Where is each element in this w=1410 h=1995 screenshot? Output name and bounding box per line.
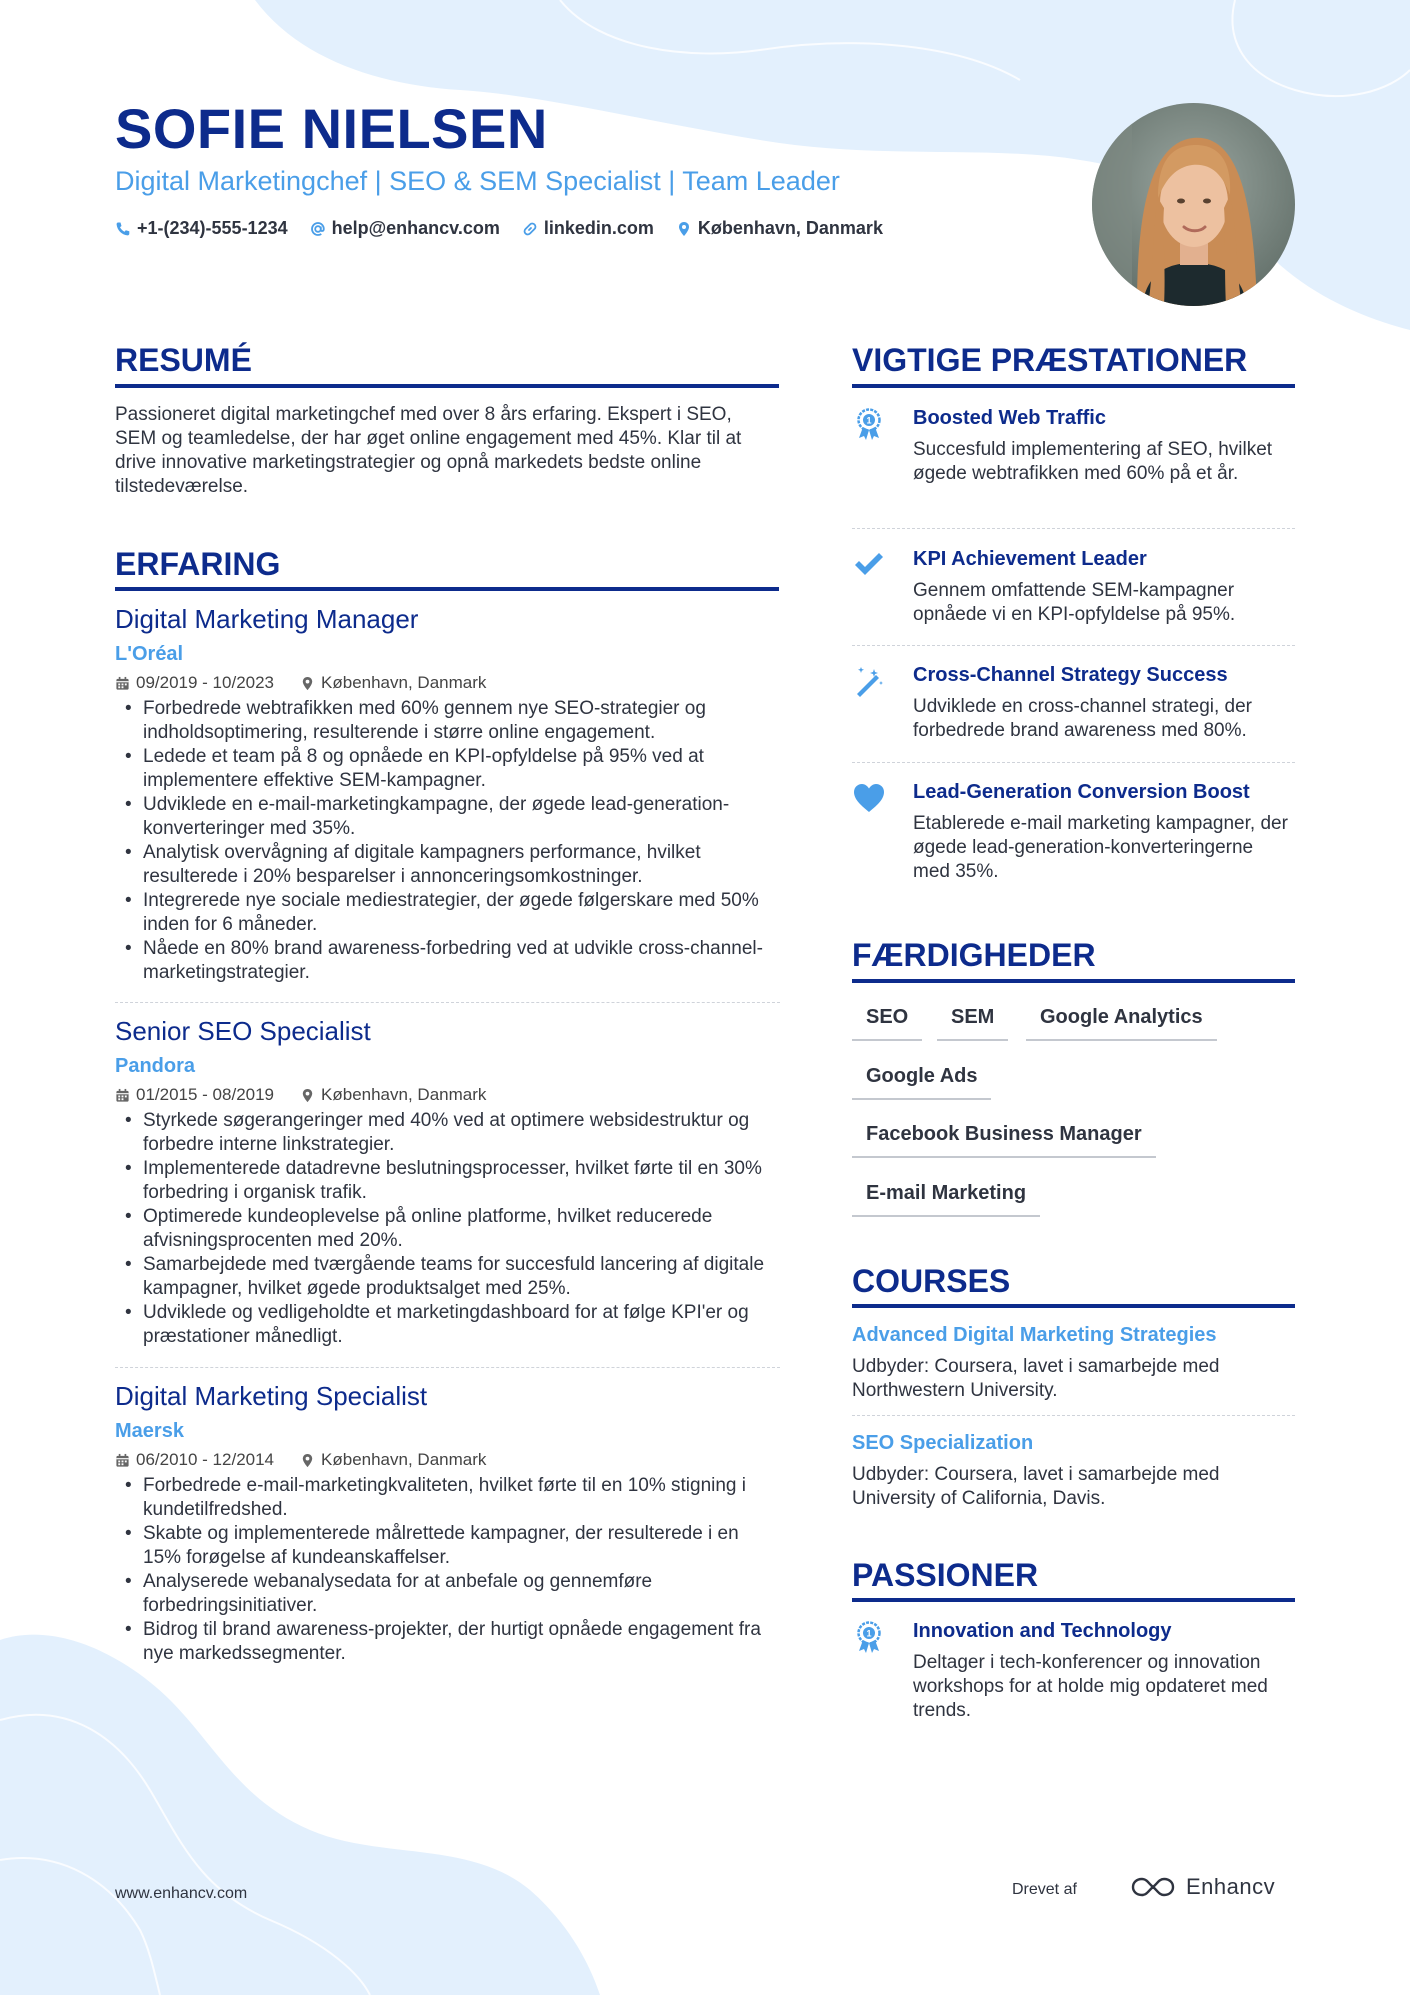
achievement-title: Boosted Web Traffic [913, 407, 1106, 429]
achievement-desc: Etablerede e-mail marketing kampagner, der øgede lead-generation-konverteringerne med 35%. [913, 813, 1288, 882]
linkedin-text: linkedin.com [543, 218, 654, 238]
phone-text: +1-(234)-555-1234 [137, 218, 288, 238]
skill-tag: SEM [937, 1006, 1008, 1041]
award-ribbon-icon [852, 407, 886, 441]
location-pin-icon [300, 676, 315, 691]
checkmark-icon [852, 548, 886, 582]
section-title-resume: RESUMÉ [115, 342, 252, 378]
footer-website-link[interactable]: www.enhancv.com [115, 1885, 248, 1902]
bullet-item: • Analytisk overvågning af digitale kampagners performance, hvilket resulterede i 20% besparelser i annonceringsomkostninger. [115, 841, 780, 889]
job-company: Maersk [115, 1420, 184, 1442]
section-title-courses: COURSES [852, 1263, 1011, 1299]
contact-email[interactable] [310, 218, 500, 239]
passion-title: Innovation and Technology [913, 1620, 1172, 1642]
section-rule [115, 384, 779, 388]
bullet-item: • Analyserede webanalysedata for at anbefale og gennemføre forbedringsinitiativer. [115, 1570, 780, 1618]
section-rule [115, 587, 779, 591]
location-pin-icon [676, 221, 692, 237]
job-location: København, Danmark [321, 1085, 487, 1104]
svg-text:1: 1 [866, 1628, 872, 1639]
achievement-title: Cross-Channel Strategy Success [913, 664, 1228, 686]
bullet-item: • Forbedrede webtrafikken med 60% gennem nye SEO-strategier og indholdsoptimering, resulterende i større online engagement. [115, 697, 780, 745]
experience-item [115, 1381, 780, 1666]
job-company: L'Oréal [115, 643, 184, 665]
job-bullets [115, 1474, 780, 1666]
skill-tag: Google Analytics [1026, 1006, 1217, 1041]
bullet-item: • Optimerede kundeoplevelse på online platforme, hvilket reducerede afvisningsprocenten med 20%. [115, 1205, 780, 1253]
footer-powered-by: Drevet af [1012, 1881, 1077, 1898]
achievement-title: Lead-Generation Conversion Boost [913, 781, 1250, 803]
bullet-item: • Forbedrede e-mail-marketingkvaliteten, hvilket førte til en 10% stigning i kundetilfredshed. [115, 1474, 780, 1522]
calendar-icon [115, 1453, 130, 1468]
course-desc: Udbyder: Coursera, lavet i samarbejde med Northwestern University. [852, 1356, 1220, 1401]
job-dates: 01/2015 - 08/2019 [136, 1085, 275, 1104]
magic-wand-icon [852, 664, 886, 698]
course-desc: Udbyder: Coursera, lavet i samarbejde med University of California, Davis. [852, 1464, 1220, 1509]
achievement-desc: Gennem omfattende SEM-kampagner opnåede vi en KPI-opfyldelse på 95%. [913, 580, 1236, 625]
divider [115, 1367, 780, 1368]
job-location: København, Danmark [321, 673, 487, 692]
calendar-icon [115, 676, 130, 691]
job-meta [115, 1085, 780, 1105]
divider [852, 1415, 1295, 1416]
bullet-item: • Styrkede søgerangeringer med 40% ved at optimere websidestruktur og forbedre interne linkstrategier. [115, 1109, 780, 1157]
job-location: København, Danmark [321, 1450, 487, 1469]
bullet-item: • Nåede en 80% brand awareness-forbedring ved at udvikle cross-channel-marketingstrategier. [115, 937, 780, 985]
candidate-name: SOFIE NIELSEN [115, 97, 548, 160]
achievement-item [852, 548, 1295, 627]
achievement-item [852, 781, 1295, 884]
course-title: SEO Specialization [852, 1432, 1034, 1454]
bullet-item: • Bidrog til brand awareness-projekter, der hurtigt opnåede engagement fra nye markedssegmenter. [115, 1618, 780, 1666]
course-title: Advanced Digital Marketing Strategies [852, 1324, 1217, 1346]
section-rule [852, 1304, 1295, 1308]
section-rule [852, 1598, 1295, 1602]
job-bullets [115, 1109, 780, 1349]
section-title-experience: ERFARING [115, 546, 281, 582]
bullet-item: • Udviklede og vedligeholdte et marketingdashboard for at følge KPI'er og præstationer månedligt. [115, 1301, 780, 1349]
divider [115, 1002, 780, 1003]
achievement-item [852, 664, 1295, 743]
section-title-achievements: VIGTIGE PRÆSTATIONER [852, 342, 1248, 378]
location-pin-icon [300, 1088, 315, 1103]
passion-item [852, 1620, 1295, 1723]
enhancv-logo-icon [1130, 1874, 1176, 1900]
achievement-title: KPI Achievement Leader [913, 548, 1147, 570]
job-bullets [115, 697, 780, 985]
job-dates: 06/2010 - 12/2014 [136, 1450, 275, 1469]
contact-linkedin[interactable] [522, 218, 654, 239]
enhancv-brand-text: Enhancv [1186, 1874, 1276, 1899]
job-meta [115, 1450, 780, 1470]
divider [852, 762, 1295, 763]
job-company: Pandora [115, 1055, 196, 1077]
achievement-desc: Udviklede en cross-channel strategi, der forbedrede brand awareness med 80%. [913, 696, 1253, 741]
job-title: Digital Marketing Manager [115, 604, 419, 634]
divider [852, 528, 1295, 529]
bullet-item: • Integrerede nye sociale mediestrategier, der øgede følgerskare med 50% inden for 6 måneder. [115, 889, 780, 937]
achievement-item [852, 407, 1295, 486]
heart-icon [852, 781, 886, 815]
skill-tag: SEO [852, 1006, 922, 1041]
profile-photo [1092, 103, 1295, 306]
candidate-headline: Digital Marketingchef | SEO & SEM Specialist | Team Leader [115, 166, 840, 196]
bullet-item: • Skabte og implementerede målrettede kampagner, der resulterede i en 15% forøgelse af kundeanskaffelser. [115, 1522, 780, 1570]
achievement-desc: Succesfuld implementering af SEO, hvilket øgede webtrafikken med 60% på et år. [913, 439, 1273, 484]
passion-desc: Deltager i tech-konferencer og innovation workshops for at holde mig opdateret med trends. [913, 1652, 1268, 1721]
location-pin-icon [300, 1453, 315, 1468]
phone-icon [115, 221, 131, 237]
award-ribbon-icon [852, 1620, 886, 1654]
bullet-item: • Udviklede en e-mail-marketingkampagne, der øgede lead-generation-konverteringer med 35%. [115, 793, 780, 841]
section-rule [852, 384, 1295, 388]
skill-tag: Facebook Business Manager [852, 1123, 1156, 1158]
experience-item [115, 1016, 780, 1349]
divider [852, 645, 1295, 646]
section-title-passions: PASSIONER [852, 1557, 1039, 1593]
portrait-illustration [1092, 103, 1295, 306]
enhancv-logo[interactable] [1130, 1874, 1275, 1900]
skill-tag: E-mail Marketing [852, 1182, 1040, 1217]
section-title-skills: FÆRDIGHEDER [852, 937, 1096, 973]
job-title: Senior SEO Specialist [115, 1016, 371, 1046]
experience-item [115, 604, 780, 985]
link-icon [522, 221, 538, 237]
job-dates: 09/2019 - 10/2023 [136, 673, 275, 692]
bullet-item: • Ledede et team på 8 og opnåede en KPI-opfyldelse på 95% ved at implementere effektive SEM-kampagner. [115, 745, 780, 793]
location-text: København, Danmark [697, 218, 883, 238]
email-text: help@enhancv.com [331, 218, 500, 238]
bullet-item: • Samarbejdede med tværgående teams for succesfuld lancering af digitale kampagner, hvilket øgede produktsalget med 25%. [115, 1253, 780, 1301]
at-sign-icon [310, 221, 326, 237]
svg-text:1: 1 [866, 415, 872, 426]
summary-text: Passioneret digital marketingchef med over 8 års erfaring. Ekspert i SEO, SEM og teamledelse, der har øget online engagement med 45%. Klar til at drive innovative marketingstrategier og opnå markedets bedste online tilstedeværelse. [115, 404, 742, 497]
course-item [852, 1324, 1295, 1403]
contact-location [676, 218, 883, 239]
section-rule [852, 979, 1295, 983]
calendar-icon [115, 1088, 130, 1103]
course-item [852, 1432, 1295, 1511]
contact-phone[interactable] [115, 218, 288, 239]
skill-tag: Google Ads [852, 1065, 991, 1100]
bullet-item: • Implementerede datadrevne beslutningsprocesser, hvilket førte til en 30% forbedring i organisk trafik. [115, 1157, 780, 1205]
contact-row [115, 218, 883, 239]
job-meta [115, 673, 780, 693]
job-title: Digital Marketing Specialist [115, 1381, 428, 1411]
